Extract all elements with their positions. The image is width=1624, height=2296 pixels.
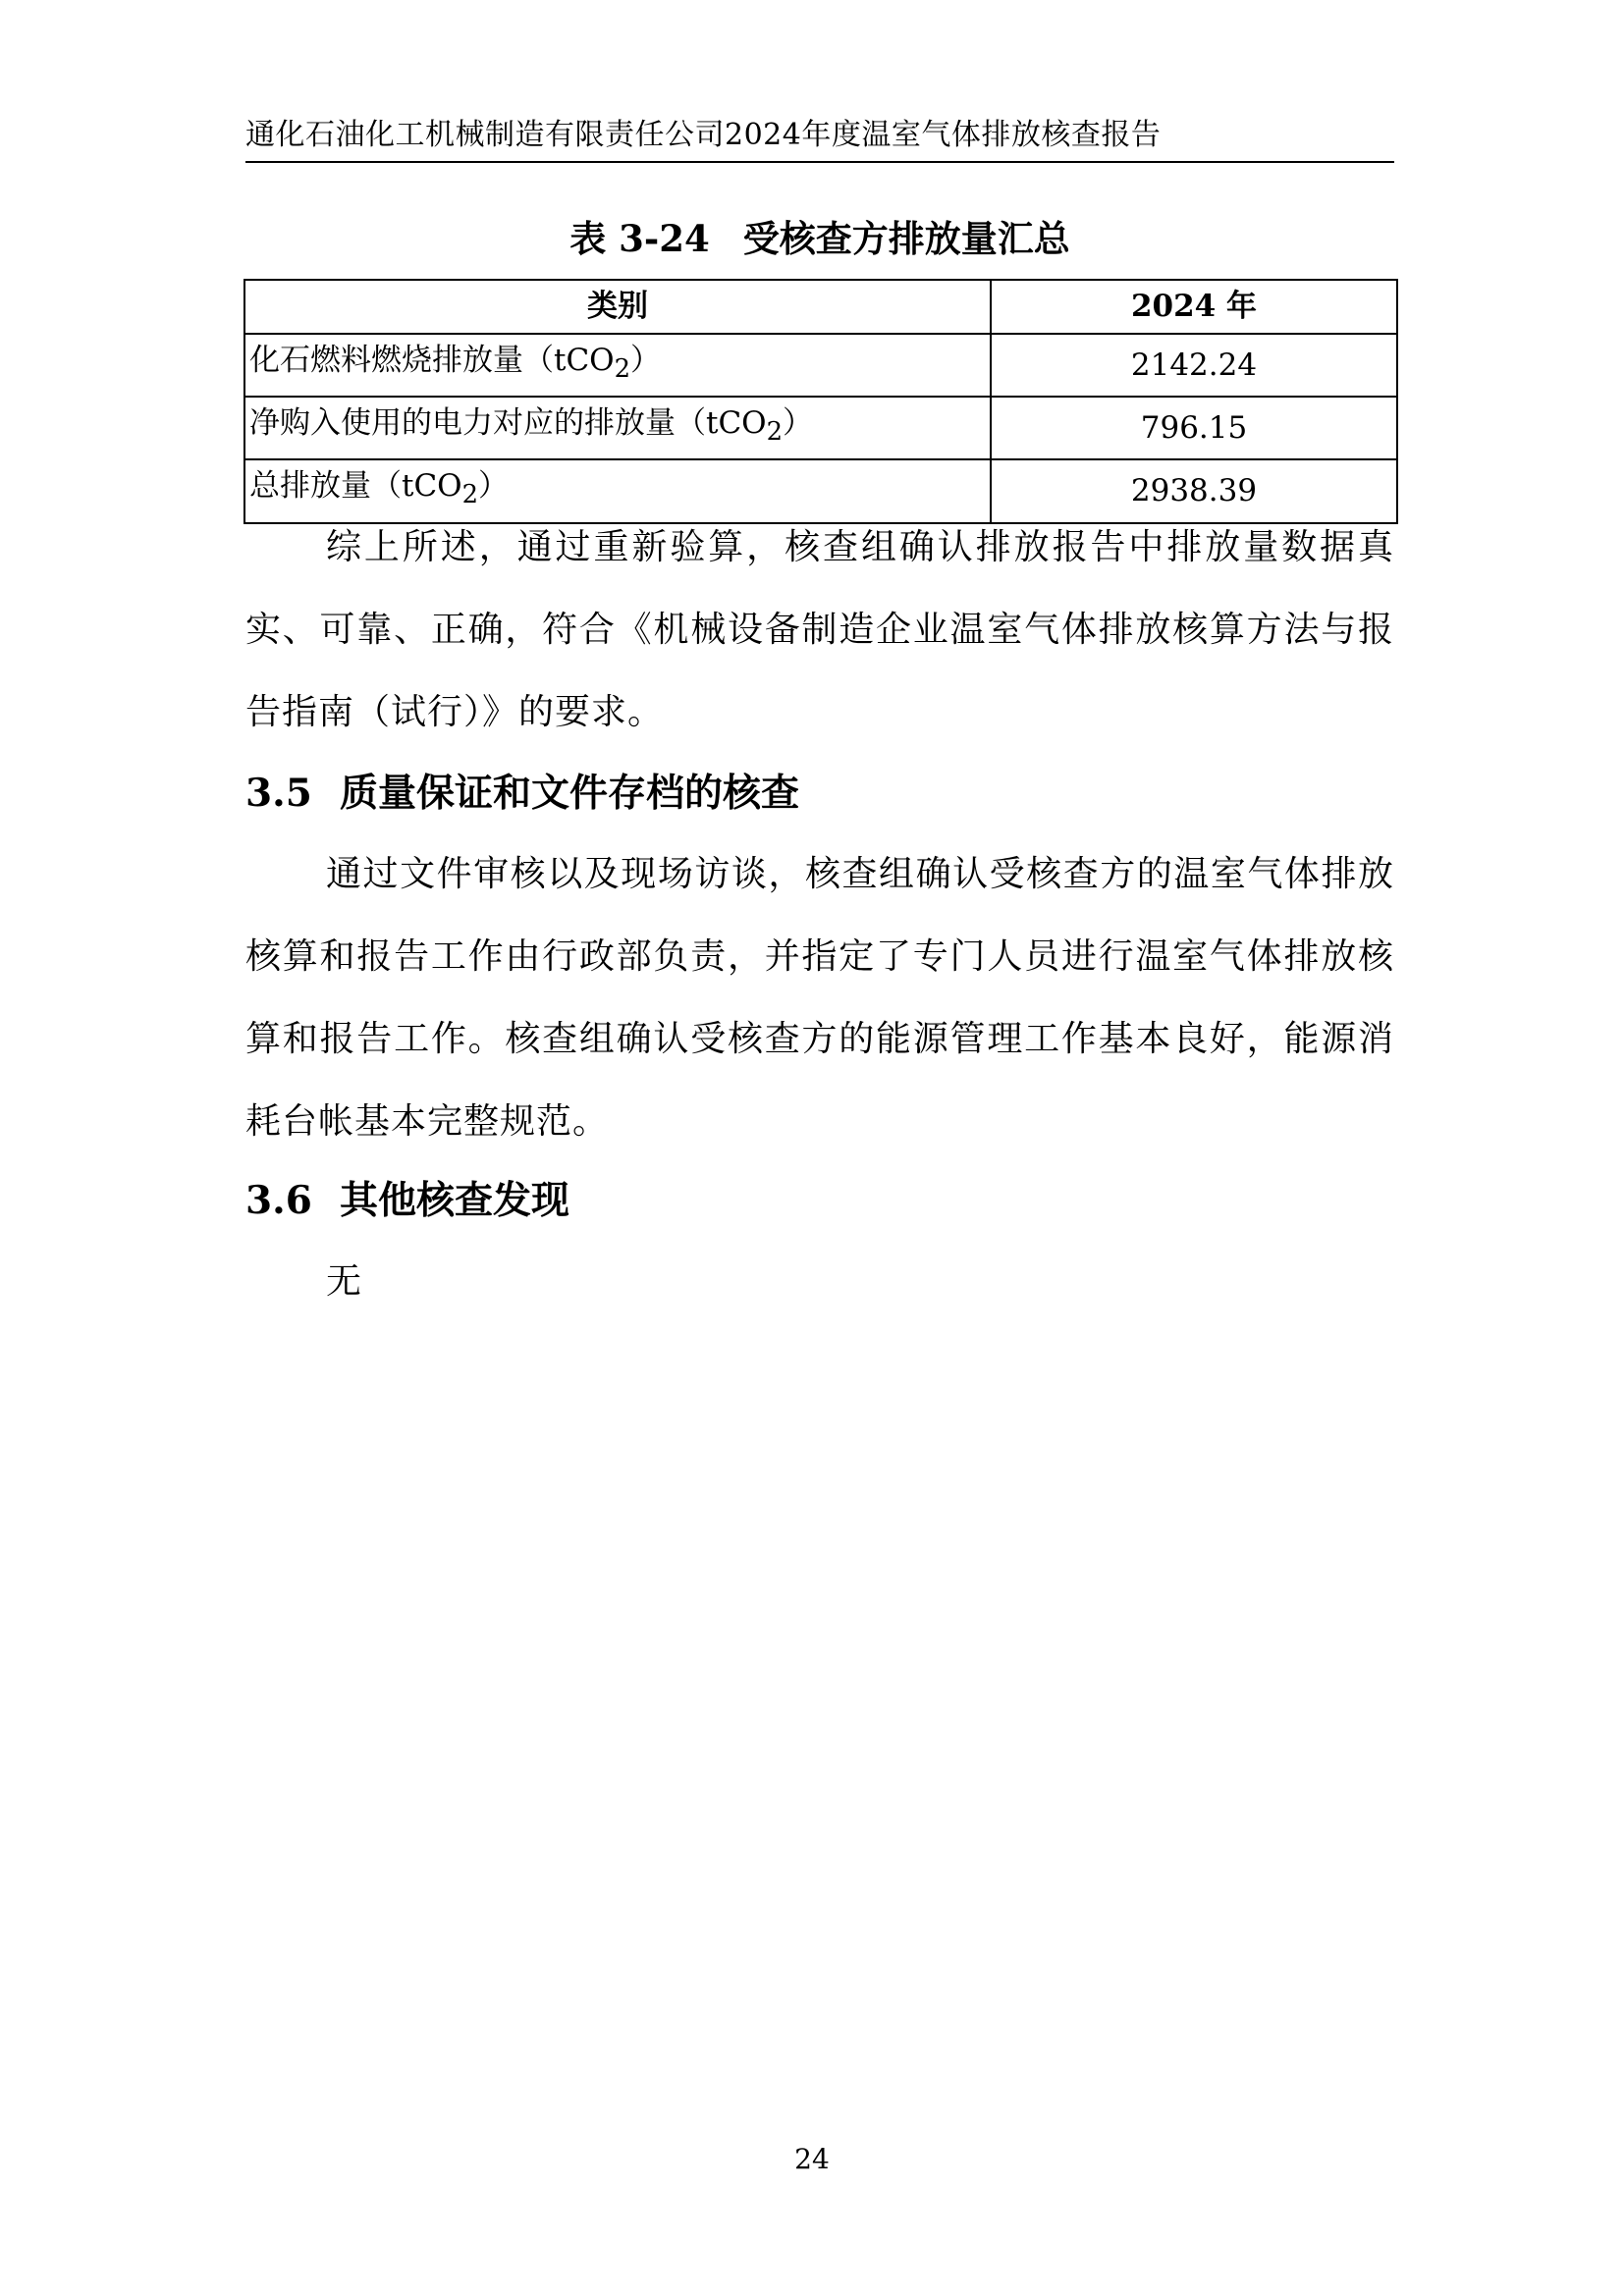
table-caption-number: 表 3-24 <box>569 217 710 260</box>
section-3-6-heading <box>245 1171 569 1230</box>
header-divider <box>245 161 1394 163</box>
row-value-fossil-fuel: 2142.24 <box>991 334 1397 397</box>
category-subscript: 2 <box>614 354 631 385</box>
category-subscript: 2 <box>461 480 479 510</box>
section-3-6-number: 3.6 <box>245 1178 312 1223</box>
table-header-row <box>244 280 1397 334</box>
section-3-6-title: 其他核查发现 <box>340 1178 570 1223</box>
row-category-fossil-fuel <box>244 334 991 397</box>
category-suffix: ） <box>478 468 510 505</box>
row-value-total: 2938.39 <box>991 459 1397 522</box>
row-category-electricity <box>244 397 991 459</box>
category-suffix: ） <box>783 405 814 442</box>
conclusion-paragraph: 综上所述，通过重新验算，核查组确认排放报告中排放量数据真实、可靠、正确，符合《机械设备制造企业温室气体排放核算方法与报告指南（试行）》的要求。 <box>245 527 1394 732</box>
page-header-title: 通化石油化工机械制造有限责任公司2024年度温室气体排放核查报告 <box>245 118 1162 152</box>
section-3-6-paragraph: 无 <box>326 1261 363 1302</box>
section-3-5-heading <box>245 764 799 823</box>
row-value-electricity: 796.15 <box>991 397 1397 459</box>
column-header-category: 类别 <box>244 280 991 334</box>
category-label: 净购入使用的电力对应的排放量（tCO <box>249 405 767 442</box>
section-3-5-number: 3.5 <box>245 771 312 816</box>
emissions-summary-table <box>244 279 1398 524</box>
page-number: 24 <box>794 2143 830 2175</box>
column-header-year: 2024 年 <box>991 280 1397 334</box>
section-3-5-title: 质量保证和文件存档的核查 <box>340 771 800 816</box>
category-subscript: 2 <box>766 417 784 448</box>
category-label: 化石燃料燃烧排放量（tCO <box>249 343 615 378</box>
table-caption <box>245 214 1394 263</box>
category-label: 总排放量（tCO <box>249 468 462 505</box>
category-suffix: ） <box>630 343 662 378</box>
table-caption-title: 受核查方排放量汇总 <box>742 217 1070 260</box>
table-row <box>244 397 1397 459</box>
table-row <box>244 334 1397 397</box>
section-3-5-paragraph: 通过文件审核以及现场访谈，核查组确认受核查方的温室气体排放核算和报告工作由行政部负责，并指定了专门人员进行温室气体排放核算和报告工作。核查组确认受核查方的能源管理工作基本良好，能源消耗台帐基本完整规范。 <box>245 854 1394 1142</box>
